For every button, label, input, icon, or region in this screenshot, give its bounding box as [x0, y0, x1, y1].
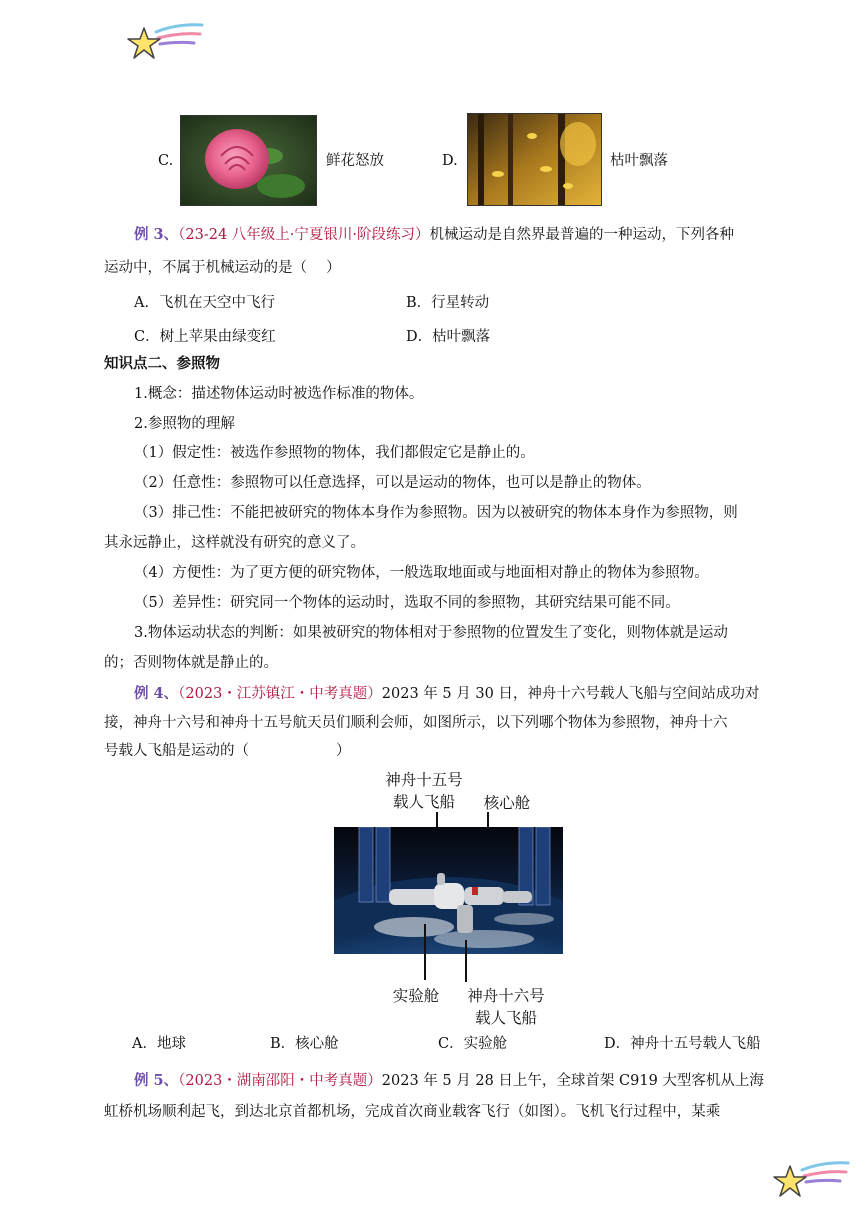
example4-line2: 接，神舟十六号和神舟十五号航天员们顺利会师，如图所示，以下列哪个物体为参照物，神舟十六	[104, 715, 728, 731]
space-station-photo	[334, 827, 563, 954]
example5-line2: 虹桥机场顺利起飞，到达北京首都机场，完成首次商业载客飞行（如图）。飞机飞行过程中，某乘	[104, 1104, 721, 1120]
example3-option-d: D．枯叶飘落	[406, 329, 491, 345]
example-label: 例 3、	[134, 226, 179, 243]
section-line: 的；否则物体就是静止的。	[104, 655, 278, 671]
option-d-text: 枯叶飘落	[610, 153, 668, 169]
example4-option-a: A．地球	[132, 1036, 186, 1052]
example4-line3: 号载人飞船是运动的（ ）	[104, 743, 351, 759]
figure-label-line: 载人飞船	[474, 1009, 537, 1027]
rose-photo	[180, 115, 317, 206]
example-text: 2023 年 5 月 28 日上午，全球首架 C919 大型客机从上海	[381, 1073, 764, 1089]
example-source: （2023・江苏镇江・中考真题）	[178, 686, 382, 702]
figure-label-shenzhou15	[378, 769, 470, 813]
option-c-text: 鲜花怒放	[326, 153, 384, 169]
section-line: 2.参照物的理解	[134, 416, 235, 432]
section-heading: 知识点二、参照物	[104, 355, 220, 372]
falling-leaves-photo	[467, 113, 602, 206]
section-line: （4）方便性：为了更方便的研究物体，一般选取地面或与地面相对静止的物体为参照物。	[134, 565, 709, 581]
example-label: 例 5、	[134, 1072, 179, 1089]
section-line: （1）假定性：被选作参照物的物体，我们都假定它是静止的。	[134, 445, 535, 461]
example4-line1	[134, 684, 759, 704]
shooting-star-icon	[126, 18, 204, 64]
section-line: 3.物体运动状态的判断：如果被研究的物体相对于参照物的位置发生了变化，则物体就是运动	[134, 625, 728, 641]
example-label: 例 4、	[134, 685, 179, 702]
figure-label-line: 神舟十六号	[467, 987, 545, 1005]
example4-option-b: B．核心舱	[270, 1036, 339, 1052]
example-text: 2023 年 5 月 30 日，神舟十六号载人飞船与空间站成功对	[381, 686, 760, 702]
section-line: 其永远静止，这样就没有研究的意义了。	[104, 535, 365, 551]
section-line: （2）任意性：参照物可以任意选择，可以是运动的物体，也可以是静止的物体。	[134, 475, 651, 491]
shooting-star-icon	[772, 1156, 850, 1202]
leader-line	[465, 940, 467, 982]
example-source: （2023・湖南邵阳・中考真题）	[178, 1073, 382, 1089]
section-line: （3）排己性：不能把被研究的物体本身作为参照物。因为以被研究的物体本身作为参照物，则	[134, 505, 738, 521]
example3-line1	[134, 225, 734, 245]
figure-label-line: 神舟十五号	[385, 771, 463, 789]
example-text: 机械运动是自然界最普遍的一种运动，下列各种	[429, 227, 735, 243]
example5-line1	[134, 1071, 764, 1091]
example3-option-c: C．树上苹果由绿变红	[134, 329, 276, 345]
option-c-letter: C.	[158, 153, 174, 169]
figure-label-line: 载人飞船	[392, 793, 455, 811]
leader-line	[424, 924, 426, 980]
example3-option-a: A．飞机在天空中飞行	[134, 295, 275, 311]
section-line: 1.概念：描述物体运动时被选作标准的物体。	[134, 386, 424, 402]
figure-label-shenzhou16	[460, 985, 552, 1029]
example4-option-d: D．神舟十五号载人飞船	[604, 1036, 761, 1052]
option-d-letter: D.	[442, 153, 458, 169]
example3-line2	[104, 258, 341, 278]
example-source: （23-24 八年级上·宁夏银川·阶段练习）	[178, 227, 430, 243]
example3-option-b: B．行星转动	[406, 295, 490, 311]
example4-option-c: C．实验舱	[438, 1036, 508, 1052]
figure-label-core-module: 核心舱	[483, 794, 531, 812]
section-line: （5）差异性：研究同一个物体的运动时，选取不同的参照物，其研究结果可能不同。	[134, 595, 680, 611]
figure-label-lab-module: 实验舱	[392, 987, 440, 1005]
example-text: 运动中，不属于机械运动的是（ ）	[104, 260, 341, 276]
